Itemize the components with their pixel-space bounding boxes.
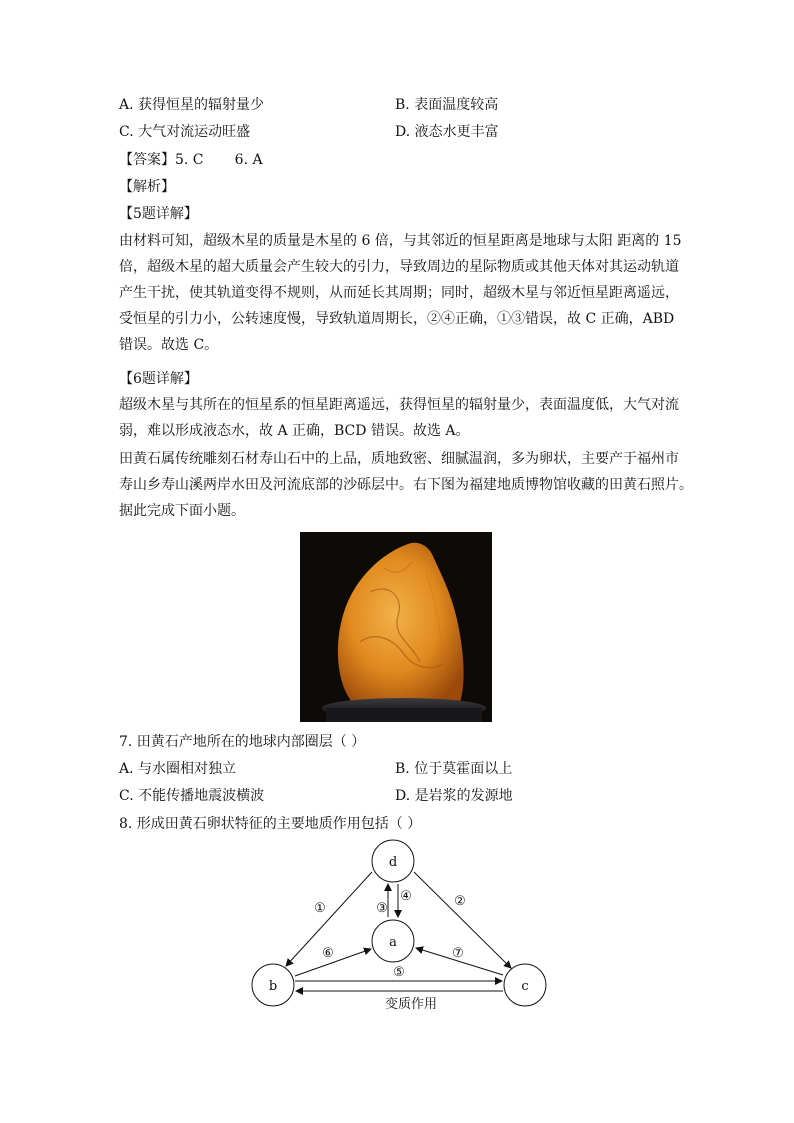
detail6-label: 【6题详解】: [119, 371, 198, 387]
tianhuang-stone-photo: [300, 532, 492, 722]
option-d: D. 液态水更丰富: [395, 124, 499, 140]
material-line: 田黄石属传统雕刻石材寿山石中的上品，质地致密、细腻温润，多为卵状，主要产于福州市: [119, 451, 679, 467]
q7-option-a: A. 与水圈相对独立: [119, 761, 237, 777]
q7-option-c: C. 不能传播地震波横波: [119, 788, 265, 804]
arrow-7-label: ⑦: [452, 946, 464, 961]
answer-text: 5. C 6. A: [175, 152, 263, 168]
q8-stem: 8. 形成田黄石卵状特征的主要地质作用包括（ ）: [119, 816, 422, 832]
detail5-line: 倍，超级木星的超大质量会产生较大的引力，导致周边的星际物质或其他天体对其运动轨道: [119, 259, 679, 275]
material-paragraph: [119, 446, 693, 524]
detail6-line: 弱，难以形成液态水，故 A 正确，BCD 错误。故选 A。: [119, 423, 470, 439]
node-b-label: b: [268, 979, 278, 994]
detail5-line: 受恒星的引力小，公转速度慢，导致轨道周期长，②④正确，①③错误，故 C 正确，ABD: [119, 311, 675, 327]
metamorphism-label: 变质作用: [384, 997, 438, 1012]
arrow-1-label: ①: [314, 901, 326, 916]
arrow-2-label: ②: [454, 894, 466, 909]
detail5-paragraph: [119, 228, 685, 358]
arrow-4-label: ④: [400, 889, 412, 904]
node-c-label: c: [521, 979, 529, 994]
arrow-5-label: ⑤: [393, 965, 405, 980]
material-line: 据此完成下面小题。: [119, 503, 245, 519]
answer-line: [119, 151, 263, 169]
answer-label: 【答案】: [119, 152, 175, 168]
option-a: A. 获得恒星的辐射量少: [119, 97, 265, 113]
q7-option-d: D. 是岩浆的发源地: [395, 788, 513, 804]
detail5-label: 【5题详解】: [119, 206, 198, 222]
option-b: B. 表面温度较高: [395, 97, 499, 113]
node-d-label: d: [388, 855, 398, 870]
detail5-line: 产生干扰，使其轨道变得不规则，从而延长其周期；同时，超级木星与邻近恒星距离遥远，: [119, 285, 679, 301]
arrow-3-label: ③: [376, 901, 388, 916]
analysis-label: 【解析】: [119, 179, 175, 195]
detail5-line: 错误。故选 C。: [119, 337, 219, 353]
q7-stem: 7. 田黄石产地所在的地球内部圈层（ ）: [119, 734, 366, 750]
q7-option-b: B. 位于莫霍面以上: [395, 761, 513, 777]
detail6-paragraph: [119, 392, 685, 444]
node-a-label: a: [389, 935, 397, 950]
arrow-6-label: ⑥: [322, 946, 334, 961]
option-c: C. 大气对流运动旺盛: [119, 124, 251, 140]
material-line: 寿山乡寿山溪两岸水田及河流底部的沙砾层中。右下图为福建地质博物馆收藏的田黄石照片。: [119, 477, 693, 493]
detail6-line: 超级木星与其所在的恒星系的恒星距离遥远，获得恒星的辐射量少，表面温度低，大气对流: [119, 397, 679, 413]
rock-cycle-diagram: [240, 838, 560, 1018]
detail5-line: 由材料可知，超级木星的质量是木星的 6 倍，与其邻近的恒星距离是地球与太阳 距离的 15: [119, 233, 682, 249]
